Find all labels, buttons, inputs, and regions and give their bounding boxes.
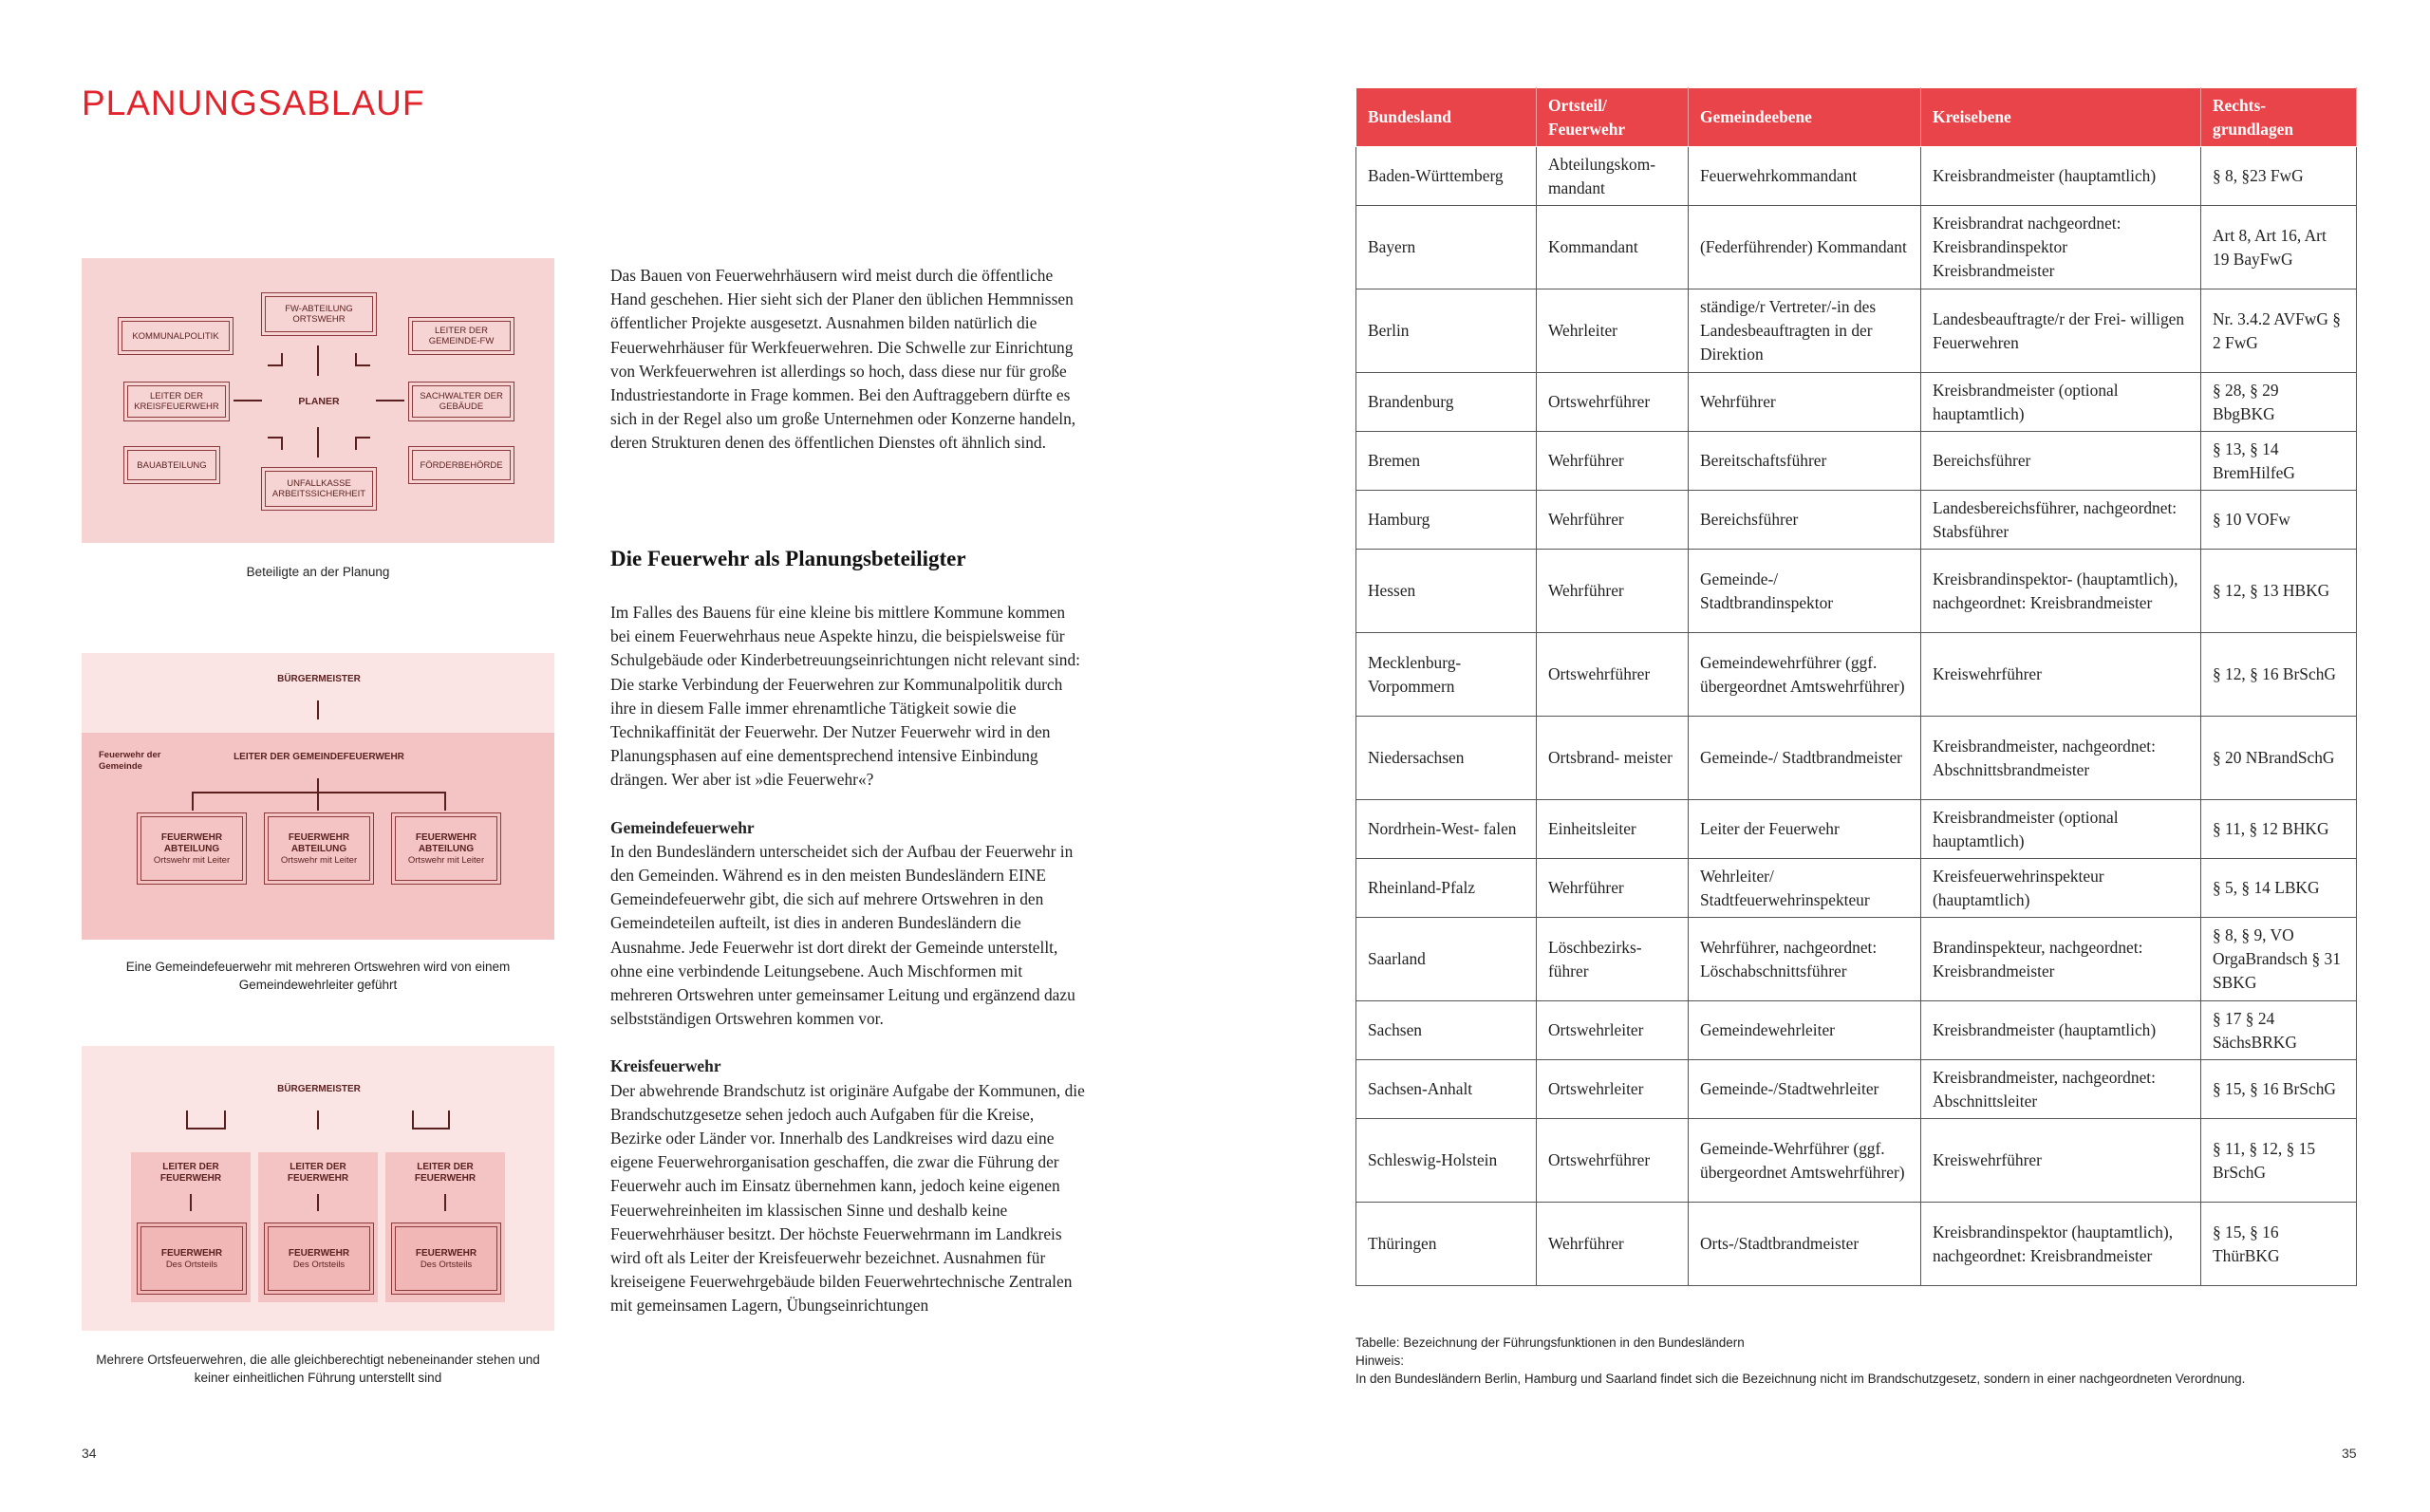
table-cell: Gemeinde-/ Stadtbrandinspektor bbox=[1689, 550, 1921, 633]
unit-title: FEUERWEHR ABTEILUNG bbox=[288, 831, 350, 854]
table-row bbox=[1356, 206, 2357, 289]
line-v3b bbox=[412, 1111, 414, 1129]
table-cell: Landesbeauftragte/r der Frei- willigen Feuerwehren bbox=[1921, 289, 2201, 373]
table-cell: § 5, § 14 LBKG bbox=[2201, 859, 2357, 918]
unit-sub: Ortswehr mit Leiter bbox=[407, 854, 485, 866]
main-text bbox=[610, 601, 1085, 1318]
line-left bbox=[234, 400, 262, 401]
unit-title: FEUERWEHR bbox=[160, 1247, 223, 1259]
table-cell: Hamburg bbox=[1356, 491, 1537, 550]
table-row bbox=[1356, 289, 2357, 373]
unit-box-3 bbox=[395, 816, 497, 881]
col-header: Kreisebene bbox=[1921, 88, 2201, 147]
table-cell: Kreisfeuerwehrinspekteur (hauptamtlich) bbox=[1921, 859, 2201, 918]
line-bottom bbox=[317, 427, 319, 457]
table-cell: Hessen bbox=[1356, 550, 1537, 633]
table-row bbox=[1356, 147, 2357, 206]
table-cell: Ortswehrleiter bbox=[1537, 1060, 1689, 1119]
line-v3 bbox=[448, 1111, 450, 1129]
unit-sub: Ortswehr mit Leiter bbox=[280, 854, 358, 866]
box-leiter-gemeinde: LEITER DER GEMEINDE-FW bbox=[412, 321, 511, 351]
line-c1 bbox=[190, 1194, 192, 1211]
unit-box-2 bbox=[268, 1226, 370, 1291]
leiter-label-3: LEITER DER FEUERWEHR bbox=[414, 1162, 477, 1184]
col-header: Bundesland bbox=[1356, 88, 1537, 147]
table-cell: Orts-/Stadtbrandmeister bbox=[1689, 1203, 1921, 1286]
table-cell: § 10 VOFw bbox=[2201, 491, 2357, 550]
planer-label: PLANER bbox=[298, 396, 340, 407]
col-header: Gemeindeebene bbox=[1689, 88, 1921, 147]
intro-text: Das Bauen von Feuerwehrhäusern wird meist durch die öffentliche Hand geschehen. Hier sieht sich der Planer den üblichen Hemmnissen öffentlicher Projekte ausgesetzt. Ausnahmen bilden natürlich die Feuerwehrhäuser für Werkfeuerwehren. Die Schwelle zur Einrichtung von Werkfeuerwehren ist allerdings so hoch, dass diese nur für große Industriestandorte in Frage kommen. Bei den Auftraggebern dürfte es sich in der Regel also um große Unternehmen oder Konzerne handeln, deren Strukturen denen des öffentlichen Dienstes oft ähnlich sind. bbox=[610, 266, 1076, 453]
para-1: Im Falles des Bauens für eine kleine bis mittlere Kommune kommen bei einem Feuerwehrhaus neue Aspekte hinzu, die beispielsweise für Schulgebäude oder Kinderbetreuungseinrichtungen nicht relevant sind: Die starke Verbindung der Feuerwehren zur Kommunalpolitik durch ihre in diesem Falle immer ehrenamtliche Tätigkeit sowie die Technikaffinität der Feuerwehr. Der Nutzer Feuerwehr wird in den Planungsphasen auf eine dementsprechend intensive Einbindung drängen. Wer aber ist »die Feuerwehr«? bbox=[610, 603, 1080, 790]
page-number-right: 35 bbox=[2342, 1446, 2357, 1461]
table-cell: Kreisbrandmeister, nachgeordnet: Abschnittsleiter bbox=[1921, 1060, 2201, 1119]
table-caption: Tabelle: Bezeichnung der Führungsfunktionen in den Bundesländern bbox=[1355, 1335, 1745, 1350]
line-c2 bbox=[317, 1194, 319, 1211]
table-cell: Ortsbrand- meister bbox=[1537, 717, 1689, 800]
unit-sub: Des Ortsteils bbox=[292, 1259, 346, 1270]
box-kommunalpolitik: KOMMUNALPOLITIK bbox=[122, 321, 230, 351]
unit-sub: Des Ortsteils bbox=[420, 1259, 473, 1270]
table-row bbox=[1356, 432, 2357, 491]
page-title: PLANUNGSABLAUF bbox=[82, 84, 425, 122]
table-cell: Gemeinde-Wehrführer (ggf. übergeordnet Amtswehrführer) bbox=[1689, 1119, 1921, 1203]
table-cell: Nr. 3.4.2 AVFwG § 2 FwG bbox=[2201, 289, 2357, 373]
table-cell: Abteilungskom- mandant bbox=[1537, 147, 1689, 206]
table-cell: Wehrführer bbox=[1537, 550, 1689, 633]
buergermeister-label: BÜRGERMEISTER bbox=[277, 674, 361, 684]
para-2: In den Bundesländern unterscheidet sich der Aufbau der Feuerwehr in den Gemeinden. Während es in den meisten Bundesländern EINE Gemeindefeuerwehr gibt, die sich auf mehrere Ortswehren in den Gemeindeteilen aufteilt, ist dies in anderen Bundesländern die Ausnahme. Jede Feuerwehr ist dort direkt der Gemeinde unterstellt, ohne eine verbindende Leitungsebene. Auch Mischformen mit mehreren Ortswehren unter gemeinsamer Leitung und ergänzend dazu selbstständigen Ortswehren kommen vor. bbox=[610, 841, 1075, 1029]
unit-title: FEUERWEHR ABTEILUNG bbox=[415, 831, 477, 854]
table-row bbox=[1356, 373, 2357, 432]
table-cell: Brandenburg bbox=[1356, 373, 1537, 432]
line-top bbox=[317, 345, 319, 376]
unit-title: FEUERWEHR ABTEILUNG bbox=[160, 831, 223, 854]
leadership-functions-table bbox=[1355, 87, 2357, 1286]
table-header-row bbox=[1356, 88, 2357, 147]
box-fw-abteilung: FW-ABTEILUNG ORTSWEHR bbox=[265, 296, 373, 332]
table-cell: Thüringen bbox=[1356, 1203, 1537, 1286]
table-cell: Sachsen bbox=[1356, 1001, 1537, 1060]
table-cell: § 15, § 16 BrSchG bbox=[2201, 1060, 2357, 1119]
table-row bbox=[1356, 1203, 2357, 1286]
line-h1 bbox=[186, 1128, 224, 1129]
table-cell: § 20 NBrandSchG bbox=[2201, 717, 2357, 800]
table-row bbox=[1356, 918, 2357, 1001]
table-row bbox=[1356, 1119, 2357, 1203]
table-cell: Berlin bbox=[1356, 289, 1537, 373]
table-cell: Sachsen-Anhalt bbox=[1356, 1060, 1537, 1119]
line-bl-v bbox=[281, 437, 283, 450]
box-sachwalter: SACHWALTER DER GEBÄUDE bbox=[412, 385, 511, 418]
table-row bbox=[1356, 1001, 2357, 1060]
table-cell: § 11, § 12, § 15 BrSchG bbox=[2201, 1119, 2357, 1203]
line-v3 bbox=[444, 792, 446, 811]
line-tr-h bbox=[355, 364, 370, 366]
table-row bbox=[1356, 491, 2357, 550]
table-cell: Mecklenburg- Vorpommern bbox=[1356, 633, 1537, 717]
box-bauabteilung: BAUABTEILUNG bbox=[127, 450, 216, 480]
line-v2 bbox=[317, 792, 319, 811]
table-cell: Gemeinde-/Stadtwehrleiter bbox=[1689, 1060, 1921, 1119]
diagram1-caption: Beteiligte an der Planung bbox=[246, 565, 390, 579]
table-hint: In den Bundesländern Berlin, Hamburg und Saarland findet sich die Bezeichnung nicht im Brandschutzgesetz, sondern in einer nachgeordneten Verordnung. bbox=[1355, 1372, 2246, 1386]
line-bm bbox=[317, 700, 319, 719]
line-right bbox=[376, 400, 404, 401]
line-l bbox=[317, 778, 319, 792]
table-cell: § 8, §23 FwG bbox=[2201, 147, 2357, 206]
unit-sub: Ortswehr mit Leiter bbox=[153, 854, 231, 866]
table-cell: Kreisbrandmeister (optional hauptamtlich) bbox=[1921, 800, 2201, 859]
table-cell: Ortswehrführer bbox=[1537, 373, 1689, 432]
unit-box-3 bbox=[395, 1226, 497, 1291]
box-unfallkasse: UNFALLKASSE ARBEITSSICHERHEIT bbox=[265, 471, 373, 507]
table-cell: § 11, § 12 BHKG bbox=[2201, 800, 2357, 859]
para-3: Der abwehrende Brandschutz ist originäre Aufgabe der Kommunen, die Brandschutzgesetze sehen jedoch auch Aufgaben für die Kreise, Bezirke oder Länder vor. Innerhalb des Landkreises wird dazu eine eigene Feuerwehrorganisation geschaffen, die zwar die Führung der Feuerwehr auch im Einsatz übernehmen kann, jedoch keine eigenen Feuerwehreinheiten im klassischen Sinne und deshalb keine Feuerwehrhäuser besitzt. Der höchste Feuerwehrmann im Landkreis wird oft als Leiter der Kreisfeuerwehr bezeichnet. Ausnahmen für kreiseigene Feuerwehrgebäude bilden Feuerwehrtechnische Zentralen mit gemeinsamen Lagern, Übungseinrichtungen bbox=[610, 1080, 1085, 1316]
intro-paragraph bbox=[610, 264, 1085, 456]
table-cell: § 17 § 24 SächsBRKG bbox=[2201, 1001, 2357, 1060]
diagram-gemeindefeuerwehr bbox=[82, 653, 554, 940]
diagram-planning-participants bbox=[82, 258, 554, 543]
table-row bbox=[1356, 859, 2357, 918]
table-cell: Kreisbrandmeister (hauptamtlich) bbox=[1921, 147, 2201, 206]
line-c3 bbox=[444, 1194, 446, 1211]
table-cell: § 12, § 13 HBKG bbox=[2201, 550, 2357, 633]
line-bm bbox=[317, 1111, 319, 1129]
table-cell: Brandinspekteur, nachgeordnet: Kreisbrandmeister bbox=[1921, 918, 2201, 1001]
col-header: Rechts- grundlagen bbox=[2201, 88, 2357, 147]
table-cell: Kreisbrandrat nachgeordnet: Kreisbrandinspektor Kreisbrandmeister bbox=[1921, 206, 2201, 289]
table-cell: § 8, § 9, VO OrgaBrandsch § 31 SBKG bbox=[2201, 918, 2357, 1001]
table-body bbox=[1356, 147, 2357, 1286]
box-leiter-kreis: LEITER DER KREISFEUERWEHR bbox=[127, 385, 226, 418]
table-cell: Gemeindewehrleiter bbox=[1689, 1001, 1921, 1060]
unit-box-1 bbox=[140, 816, 243, 881]
line-br-v bbox=[355, 437, 357, 450]
table-cell: Kommandant bbox=[1537, 206, 1689, 289]
diagram3-caption: Mehrere Ortsfeuerwehren, die alle gleichberechtigt nebeneinander stehen und keiner einheitlichen Führung unterstellt sind bbox=[96, 1353, 540, 1385]
table-hint-label: Hinweis: bbox=[1355, 1353, 1405, 1368]
table-row bbox=[1356, 633, 2357, 717]
leiter-label-2: LEITER DER FEUERWEHR bbox=[287, 1162, 349, 1184]
table-cell: Kreisbrandinspektor- (hauptamtlich), nachgeordnet: Kreisbrandmeister bbox=[1921, 550, 2201, 633]
table-cell: Wehrführer bbox=[1689, 373, 1921, 432]
table-cell: Baden-Württemberg bbox=[1356, 147, 1537, 206]
table-cell: Kreisbrandinspektor (hauptamtlich), nachgeordnet: Kreisbrandmeister bbox=[1921, 1203, 2201, 1286]
table-row bbox=[1356, 550, 2357, 633]
unit-title: FEUERWEHR bbox=[288, 1247, 350, 1259]
table-cell: Nordrhein-West- falen bbox=[1356, 800, 1537, 859]
line-tl-h bbox=[268, 364, 283, 366]
table-cell: Bereichsführer bbox=[1689, 491, 1921, 550]
table-cell: Bremen bbox=[1356, 432, 1537, 491]
table-cell: Gemeinde-/ Stadtbrandmeister bbox=[1689, 717, 1921, 800]
table-cell: Wehrführer bbox=[1537, 432, 1689, 491]
buergermeister-label: BÜRGERMEISTER bbox=[277, 1084, 361, 1094]
table-cell: § 15, § 16 ThürBKG bbox=[2201, 1203, 2357, 1286]
table-cell: Rheinland-Pfalz bbox=[1356, 859, 1537, 918]
diagram2-caption: Eine Gemeindefeuerwehr mit mehreren Ortswehren wird von einem Gemeindewehrleiter geführt bbox=[125, 960, 511, 992]
table-cell: § 28, § 29 BbgBKG bbox=[2201, 373, 2357, 432]
unit-title: FEUERWEHR bbox=[415, 1247, 477, 1259]
table-row bbox=[1356, 717, 2357, 800]
table-cell: Ortswehrleiter bbox=[1537, 1001, 1689, 1060]
gemeinde-side-label: Feuerwehr der Gemeinde bbox=[99, 750, 161, 772]
table-row bbox=[1356, 1060, 2357, 1119]
line-v1 bbox=[186, 1111, 188, 1129]
line-v1 bbox=[192, 792, 194, 811]
table-cell: Kreisbrandmeister, nachgeordnet: Abschnittsbrandmeister bbox=[1921, 717, 2201, 800]
table-cell: Bereichsführer bbox=[1921, 432, 2201, 491]
table-cell: Art 8, Art 16, Art 19 BayFwG bbox=[2201, 206, 2357, 289]
table-cell: Niedersachsen bbox=[1356, 717, 1537, 800]
table-cell: Kreisbrandmeister (hauptamtlich) bbox=[1921, 1001, 2201, 1060]
subheading-kreisfeuerwehr: Kreisfeuerwehr bbox=[610, 1056, 721, 1076]
table-cell: Wehrführer bbox=[1537, 491, 1689, 550]
table-cell: Wehrführer, nachgeordnet: Löschabschnittsführer bbox=[1689, 918, 1921, 1001]
table-cell: Ortswehrführer bbox=[1537, 633, 1689, 717]
table-cell: (Federführender) Kommandant bbox=[1689, 206, 1921, 289]
table-cell: Kreiswehrführer bbox=[1921, 1119, 2201, 1203]
line-h bbox=[192, 792, 446, 793]
table-cell: Bayern bbox=[1356, 206, 1537, 289]
diagram-ortsfeuerwehren bbox=[82, 1046, 554, 1331]
table-cell: Leiter der Feuerwehr bbox=[1689, 800, 1921, 859]
section-heading: Die Feuerwehr als Planungsbeteiligter bbox=[610, 547, 966, 570]
line-v1b bbox=[224, 1111, 226, 1129]
col-header: Ortsteil/ Feuerwehr bbox=[1537, 88, 1689, 147]
table-row bbox=[1356, 800, 2357, 859]
table-cell: Landesbereichsführer, nachgeordnet: Stabsführer bbox=[1921, 491, 2201, 550]
table-cell: Einheitsleiter bbox=[1537, 800, 1689, 859]
table-cell: Löschbezirks- führer bbox=[1537, 918, 1689, 1001]
table-cell: Saarland bbox=[1356, 918, 1537, 1001]
leiter-gemeinde-label: LEITER DER GEMEINDEFEUERWEHR bbox=[234, 752, 404, 762]
unit-box-1 bbox=[140, 1226, 243, 1291]
page-number-left: 34 bbox=[82, 1446, 97, 1461]
table-cell: Feuerwehrkommandant bbox=[1689, 147, 1921, 206]
line-h3 bbox=[412, 1128, 450, 1129]
table-cell: Schleswig-Holstein bbox=[1356, 1119, 1537, 1203]
box-foerderbehoerde: FÖRDERBEHÖRDE bbox=[412, 450, 511, 480]
table-cell: § 12, § 16 BrSchG bbox=[2201, 633, 2357, 717]
unit-box-2 bbox=[268, 816, 370, 881]
leiter-label-1: LEITER DER FEUERWEHR bbox=[159, 1162, 222, 1184]
table-cell: Kreisbrandmeister (optional hauptamtlich) bbox=[1921, 373, 2201, 432]
table-cell: Wehrführer bbox=[1537, 859, 1689, 918]
unit-sub: Des Ortsteils bbox=[165, 1259, 218, 1270]
table-cell: Bereitschaftsführer bbox=[1689, 432, 1921, 491]
table-cell: Wehrleiter bbox=[1537, 289, 1689, 373]
line-br-h bbox=[355, 437, 370, 439]
table-cell: Kreiswehrführer bbox=[1921, 633, 2201, 717]
table-cell: Gemeindewehrführer (ggf. übergeordnet Amtswehrführer) bbox=[1689, 633, 1921, 717]
table-cell: § 13, § 14 BremHilfeG bbox=[2201, 432, 2357, 491]
table-cell: ständige/r Vertreter/-in des Landesbeauftragten in der Direktion bbox=[1689, 289, 1921, 373]
table-cell: Wehrführer bbox=[1537, 1203, 1689, 1286]
table-cell: Wehrleiter/ Stadtfeuerwehrinspekteur bbox=[1689, 859, 1921, 918]
subheading-gemeindefeuerwehr: Gemeindefeuerwehr bbox=[610, 817, 755, 837]
line-bl-h bbox=[268, 437, 283, 439]
table-cell: Ortswehrführer bbox=[1537, 1119, 1689, 1203]
